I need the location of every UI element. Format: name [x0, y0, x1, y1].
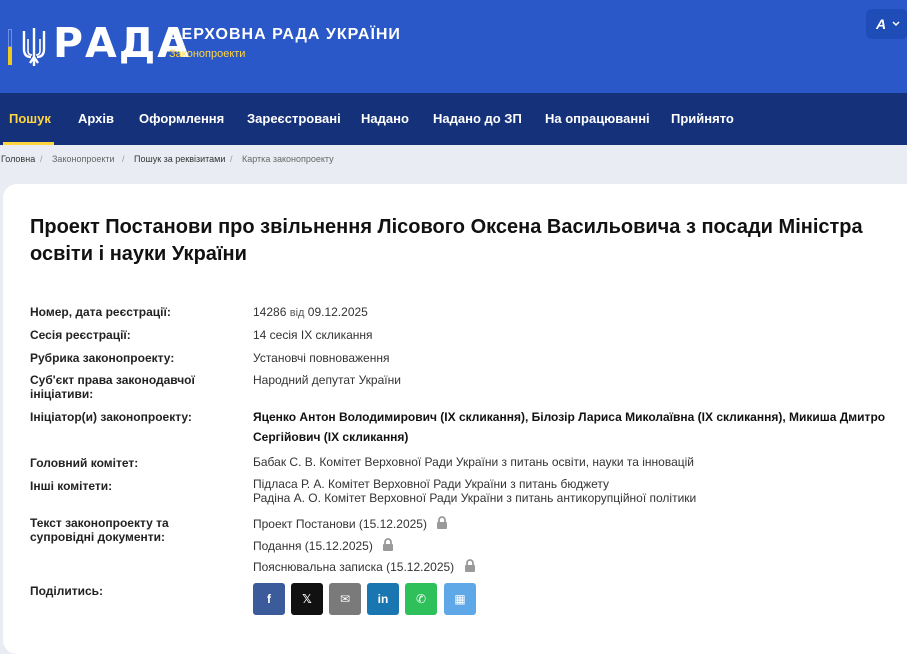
doc-title: Подання (15.12.2025): [253, 539, 373, 553]
nav-item-registered[interactable]: Зареєстровані: [247, 111, 341, 126]
other-committees-label: Інші комітети:: [30, 479, 113, 493]
linkedin-icon: in: [377, 592, 389, 606]
lock-icon: [436, 516, 448, 529]
nav-item-archive[interactable]: Архів: [78, 111, 114, 126]
bill-card: [3, 184, 907, 654]
bill-title: Проект Постанови про звільнення Лісового Оксена Васильовича з посади Міністра освіти і науки України: [30, 216, 863, 265]
reg-label: Номер, дата реєстрації:: [30, 305, 171, 319]
nav-item-in-processing[interactable]: На опрацюванні: [545, 111, 650, 126]
facebook-icon: f: [267, 592, 271, 606]
share-whatsapp-button[interactable]: [405, 583, 437, 615]
nav-item-search[interactable]: Пошук: [9, 111, 51, 126]
reg-value: [253, 305, 368, 320]
share-label: Поділитись:: [30, 584, 104, 598]
breadcrumb-bills[interactable]: Законопроекти: [52, 154, 115, 164]
doc-link-explanatory-note[interactable]: [253, 559, 476, 574]
whatsapp-icon: ✆: [415, 592, 427, 606]
other-committee-1: Підласа Р. А. Комітет Верховної Ради України з питань бюджету: [253, 477, 610, 491]
share-email-button[interactable]: [329, 583, 361, 615]
subject-label: Суб'єкт права законодавчої ініціативи:: [30, 373, 195, 401]
doc-title: Пояснювальна записка (15.12.2025): [253, 560, 455, 574]
org-name[interactable]: ВЕРХОВНА РАДА УКРАЇНИ: [169, 26, 401, 43]
main-committee-value: Бабак С. В. Комітет Верховної Ради України з питань освіти, науки та інновацій: [253, 455, 694, 469]
breadcrumb-separator: /: [40, 154, 43, 164]
flag-blue-stripe: [8, 29, 12, 47]
share-x-button[interactable]: [291, 583, 323, 615]
initiators-label: Ініціатор(и) законопроекту:: [30, 410, 192, 424]
logo-wordmark[interactable]: РАДА: [53, 19, 192, 67]
reg-number: 14286: [253, 305, 287, 319]
docs-label: Текст законопроекту та супровідні документи:: [30, 516, 169, 544]
breadcrumb-home[interactable]: Головна: [1, 154, 36, 164]
share-facebook-button[interactable]: [253, 583, 285, 615]
nav-active-indicator: [3, 142, 54, 145]
rubric-value: Установчі повноваження: [253, 351, 390, 365]
chevron-down-icon: [892, 21, 900, 27]
font-size-label: A: [876, 16, 886, 32]
breadcrumb-separator: /: [230, 154, 233, 164]
qr-code-icon: ▦: [454, 592, 466, 606]
session-label: Сесія реєстрації:: [30, 328, 131, 342]
reg-word: від: [289, 307, 305, 319]
main-nav: [0, 93, 907, 145]
session-value: 14 сесія IX скликання: [253, 328, 373, 342]
rada-logo[interactable]: [8, 27, 48, 67]
nav-item-adopted[interactable]: Прийнято: [671, 111, 734, 126]
lock-icon: [382, 538, 394, 551]
org-subtitle[interactable]: Законопроекти: [169, 48, 246, 60]
rubric-label: Рубрика законопроекту:: [30, 351, 175, 365]
main-committee-label: Головний комітет:: [30, 456, 139, 470]
nav-item-submitted-to-zp[interactable]: Надано до ЗП: [433, 111, 522, 126]
doc-link-resolution[interactable]: [253, 516, 448, 531]
reg-date: 09.12.2025: [307, 305, 368, 319]
breadcrumb-current: Картка законопроекту: [242, 154, 334, 164]
site-header: [0, 0, 907, 93]
other-committee-2: Радіна А. О. Комітет Верховної Ради України з питань антикорупційної політики: [253, 491, 697, 505]
doc-title: Проект Постанови (15.12.2025): [253, 517, 427, 531]
subject-value: Народний депутат України: [253, 373, 401, 387]
nav-item-submitted[interactable]: Надано: [361, 111, 409, 126]
initiators-value: Яценко Антон Володимирович (IX скликання), Білозір Лариса Миколаївна (IX скликання), Микиша Дмитро Сергійович (IX скликання): [253, 410, 886, 444]
breadcrumb: [0, 154, 907, 170]
font-size-button[interactable]: [866, 9, 907, 39]
trident-icon: [21, 27, 47, 67]
lock-icon: [464, 559, 476, 572]
breadcrumb-separator: /: [122, 154, 125, 164]
breadcrumb-search[interactable]: Пошук за реквізитами: [134, 154, 226, 164]
x-icon: 𝕏: [302, 592, 312, 606]
nav-item-drafting[interactable]: Оформлення: [139, 111, 225, 126]
flag-yellow-stripe: [8, 47, 12, 65]
doc-link-submission[interactable]: [253, 538, 394, 553]
share-qr-button[interactable]: [444, 583, 476, 615]
share-linkedin-button[interactable]: [367, 583, 399, 615]
email-icon: ✉: [339, 592, 351, 606]
